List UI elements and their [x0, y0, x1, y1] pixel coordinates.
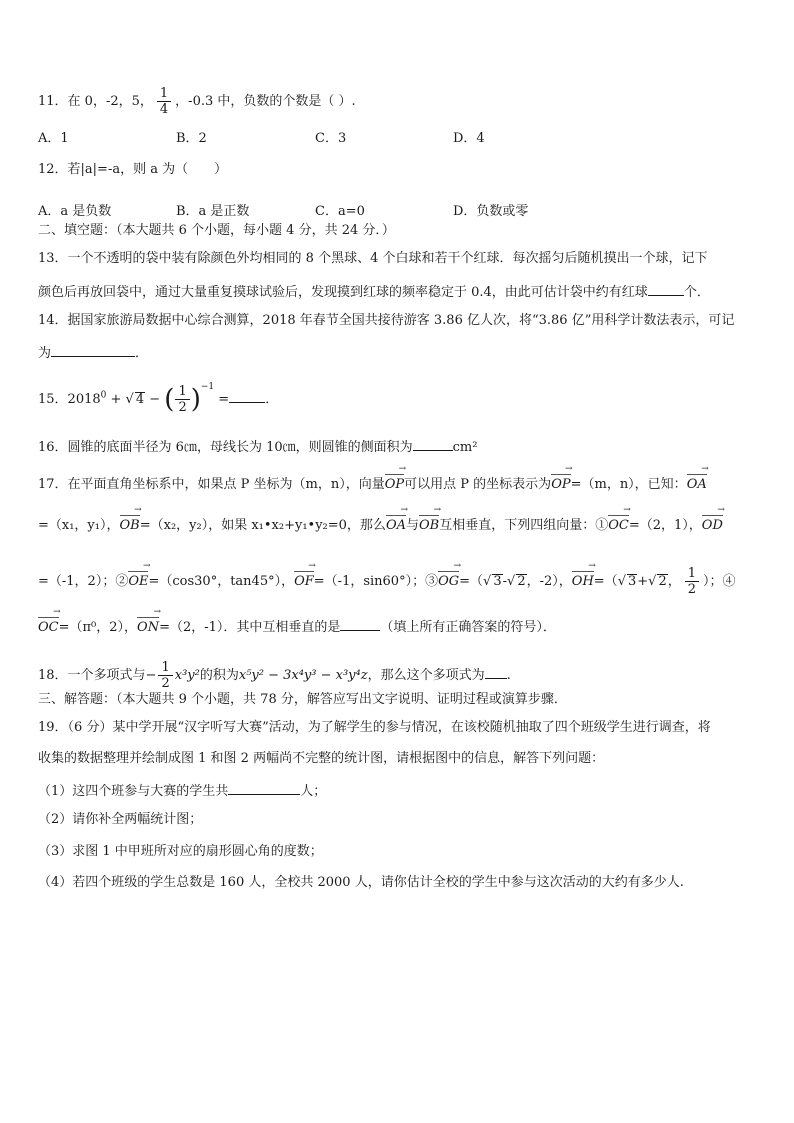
q17-l3-g: =（	[593, 574, 618, 589]
q11-option-b: B．2	[176, 131, 207, 146]
q17-l3-i: ，	[667, 574, 681, 589]
q18-answer-blank	[485, 666, 507, 679]
q14-line-2	[38, 344, 148, 360]
q17-l1-c: =（m，n），已知：	[570, 477, 687, 492]
q15-minus: −	[145, 392, 165, 407]
q15-expression	[38, 383, 278, 415]
q17-line-2	[38, 515, 723, 532]
q18-neg: −	[145, 668, 157, 683]
q18-product: x⁵y² − 3x⁴y³ − x³y⁴z	[238, 668, 368, 683]
q15-frac-den: 2	[175, 399, 189, 415]
q17-line-4	[38, 617, 556, 634]
q17-vec-oa: OA →	[687, 474, 707, 491]
q17-vec-oa-2: OA →	[386, 515, 406, 532]
q11-option-a: A．1	[38, 131, 69, 146]
q15-equals: =	[214, 392, 230, 407]
q19-part-1-b: 人；	[300, 784, 327, 799]
q17-l2-c: 与	[405, 518, 419, 533]
q14-line-2-end: ．	[135, 346, 149, 361]
q12-stem: 12．若|a|=-a，则 a 为（ ）	[38, 162, 228, 177]
q19-part-3: （3）求图 1 中甲班所对应的扇形圆心角的度数；	[38, 844, 323, 859]
q18-stem	[38, 660, 511, 691]
q15-sqrt-value: 4	[135, 392, 145, 407]
q17-sqrt-sign-2: √	[507, 574, 516, 589]
q19-line-2: 收集的数据整理并绘制成图 1 和图 2 两幅尚不完整的统计图，请根据图中的信息，解答下列问题：	[38, 751, 605, 766]
q17-vec-oc-2: OC →	[38, 617, 59, 634]
q17-l3-e: -	[502, 574, 508, 589]
q17-l1-b: 可以用点 P 的坐标表示为	[404, 477, 552, 492]
q18-end: ，那么这个多项式为	[367, 668, 485, 683]
q11-frac-num: 1	[159, 86, 169, 101]
q17-vec-od: OD →	[702, 515, 723, 532]
q19-line-1: 19．（6 分）某中学开展“汉字听写大赛”活动，为了解学生的参与情况，在该校随机抽取了四个班级学生进行调查，将	[38, 720, 711, 735]
q17-frac-den: 2	[685, 581, 699, 597]
q17-l2-e: =（2，1），	[628, 518, 702, 533]
q17-frac-num: 1	[687, 566, 697, 581]
q17-vec-oc: OC →	[608, 515, 629, 532]
q12-option-a: A．a 是负数	[38, 204, 112, 219]
q17-sqrt2: 2	[517, 574, 526, 589]
q17-vec-ob: OB →	[120, 515, 140, 532]
q17-answer-blank	[340, 618, 380, 631]
q17-l3-b: =（cos30°，tan45°），	[148, 574, 295, 589]
q15-exp-neg: −1	[200, 382, 215, 392]
q13-answer-blank	[648, 283, 684, 296]
q14-answer-blank	[51, 344, 135, 357]
q18-end-2: .	[506, 668, 511, 683]
q15-fraction	[175, 384, 189, 415]
q11-stem	[38, 86, 356, 117]
q13-line-2-end: 个．	[683, 285, 710, 300]
q11-options	[38, 127, 738, 146]
q15-base: 2018	[67, 392, 101, 407]
q17-vec-on: ON →	[137, 617, 159, 634]
q17-sqrt3-b: 3	[627, 574, 637, 589]
q13-line-2	[38, 283, 710, 299]
q17-l4-c: （填上所有正确答案的符号）．	[380, 620, 556, 635]
q13-line-1: 13．一个不透明的袋中装有除颜色外均相同的 8 个黑球、4 个白球和若干个红球．每次摇匀后随机摸出一个球，记下	[38, 251, 708, 266]
section-2-heading: 二、填空题：（本大题共 6 个小题，每小题 4 分，共 24 分．）	[38, 223, 395, 238]
q17-vec-oe: OE →	[128, 571, 148, 588]
q17-line-1	[38, 474, 707, 491]
q17-l3-a: =（-1，2）；②	[38, 574, 129, 589]
q11-stem-a: 11．在 0，-2，5，	[38, 94, 153, 109]
q17-l2-b: =（x₂，y₂），如果 x₁•x₂+y₁•y₂=0，那么	[139, 518, 386, 533]
q15-sqrt-sign: √	[125, 392, 134, 407]
q17-l3-h: +	[637, 574, 649, 589]
section-3-heading: 三、解答题：（本大题共 9 个小题，共 78 分，解答应写出文字说明、证明过程或演算步骤．	[38, 692, 567, 707]
q17-l3-c: =（-1，sin60°）；③	[313, 574, 439, 589]
q17-l1-a: 17．在平面直角坐标系中，如果点 P 坐标为（m，n），向量	[38, 477, 385, 492]
q12-option-b: B．a 是正数	[176, 204, 250, 219]
q17-vec-op: OP →	[385, 474, 404, 491]
q17-fraction	[685, 566, 699, 597]
q17-l4-a: =（π⁰，2），	[58, 620, 138, 635]
q17-vec-of: OF →	[294, 571, 314, 588]
q16-stem	[38, 438, 477, 454]
q11-option-c: C．3	[315, 131, 347, 146]
q15-frac-num: 1	[178, 384, 187, 399]
q19-answer-blank	[228, 782, 300, 795]
q16-stem-text: 16．圆锥的底面半径为 6㎝，母线长为 10㎝，则圆锥的侧面积为	[38, 440, 413, 455]
q11-stem-b: ，-0.3 中，负数的个数是（ ）.	[175, 94, 356, 109]
q14-line-2-start: 为	[38, 346, 52, 361]
q13-line-2-text: 颜色后再放回袋中，通过大量重复摸球试验后，发现摸到红球的频率稳定于 0.4，由此可估计袋中约有红球	[38, 285, 648, 300]
q17-vec-og: OG →	[438, 571, 459, 588]
q17-l3-j: ）；④	[703, 574, 736, 589]
q17-l3-f: ，-2），	[526, 574, 572, 589]
q12-option-d: D．负数或零	[453, 204, 529, 219]
q17-vec-oh: OH →	[572, 571, 594, 588]
q17-l2-a: =（x₁，y₁），	[38, 518, 120, 533]
q14-line-1: 14．据国家旅游局数据中心综合测算，2018 年春节全国共接待游客 3.86 亿人次，将“3.86 亿”用科学计数法表示，可记	[38, 313, 735, 328]
q16-unit: cm²	[452, 440, 478, 455]
q17-sqrt-sign-3: √	[617, 574, 626, 589]
q16-answer-blank	[413, 438, 453, 451]
q19-part-2: （2）请你补全两幅统计图；	[38, 812, 203, 827]
q15-label: 15．	[38, 392, 68, 407]
q17-line-3	[38, 566, 736, 597]
q15-paren-open: (	[164, 384, 175, 415]
q17-sqrt-sign-4: √	[648, 574, 657, 589]
q11-frac-den: 4	[157, 101, 171, 117]
q17-vec-ob-2: OB →	[419, 515, 439, 532]
q18-frac-den: 2	[158, 675, 172, 691]
q17-sqrt3: 3	[493, 574, 502, 589]
q17-vec-op-2: OP →	[551, 474, 570, 491]
q18-monomial: x³y²	[174, 668, 200, 683]
q17-l2-d: 互相垂直，下列四组向量：①	[439, 518, 609, 533]
q18-fraction	[158, 660, 172, 691]
q17-l4-b: =（2，-1）．其中互相垂直的是	[159, 620, 341, 635]
q18-mid: 的积为	[199, 668, 239, 683]
q15-exp-zero: 0	[100, 390, 107, 401]
q15-answer-blank	[229, 390, 265, 403]
q11-option-d: D．4	[453, 131, 485, 146]
q17-sqrt2-b: 2	[658, 574, 667, 589]
q11-fraction	[157, 86, 171, 117]
q15-end: ．	[265, 392, 279, 407]
q18-frac-num: 1	[161, 660, 170, 675]
q17-l3-d: =（	[459, 574, 484, 589]
q15-paren-close: )	[190, 384, 201, 415]
q18-start: 18．一个多项式与	[38, 668, 146, 683]
q15-plus: +	[106, 392, 126, 407]
q19-part-1-a: （1）这四个班参与大赛的学生共	[38, 784, 229, 799]
q19-part-1	[38, 782, 326, 798]
q12-options	[38, 200, 738, 219]
q12-option-c: C．a=0	[315, 204, 365, 219]
q19-part-4: （4）若四个班级的学生总数是 160 人，全校共 2000 人，请你估计全校的学生中参与这次活动的大约有多少人.	[38, 875, 684, 890]
q17-sqrt-sign-1: √	[483, 574, 492, 589]
